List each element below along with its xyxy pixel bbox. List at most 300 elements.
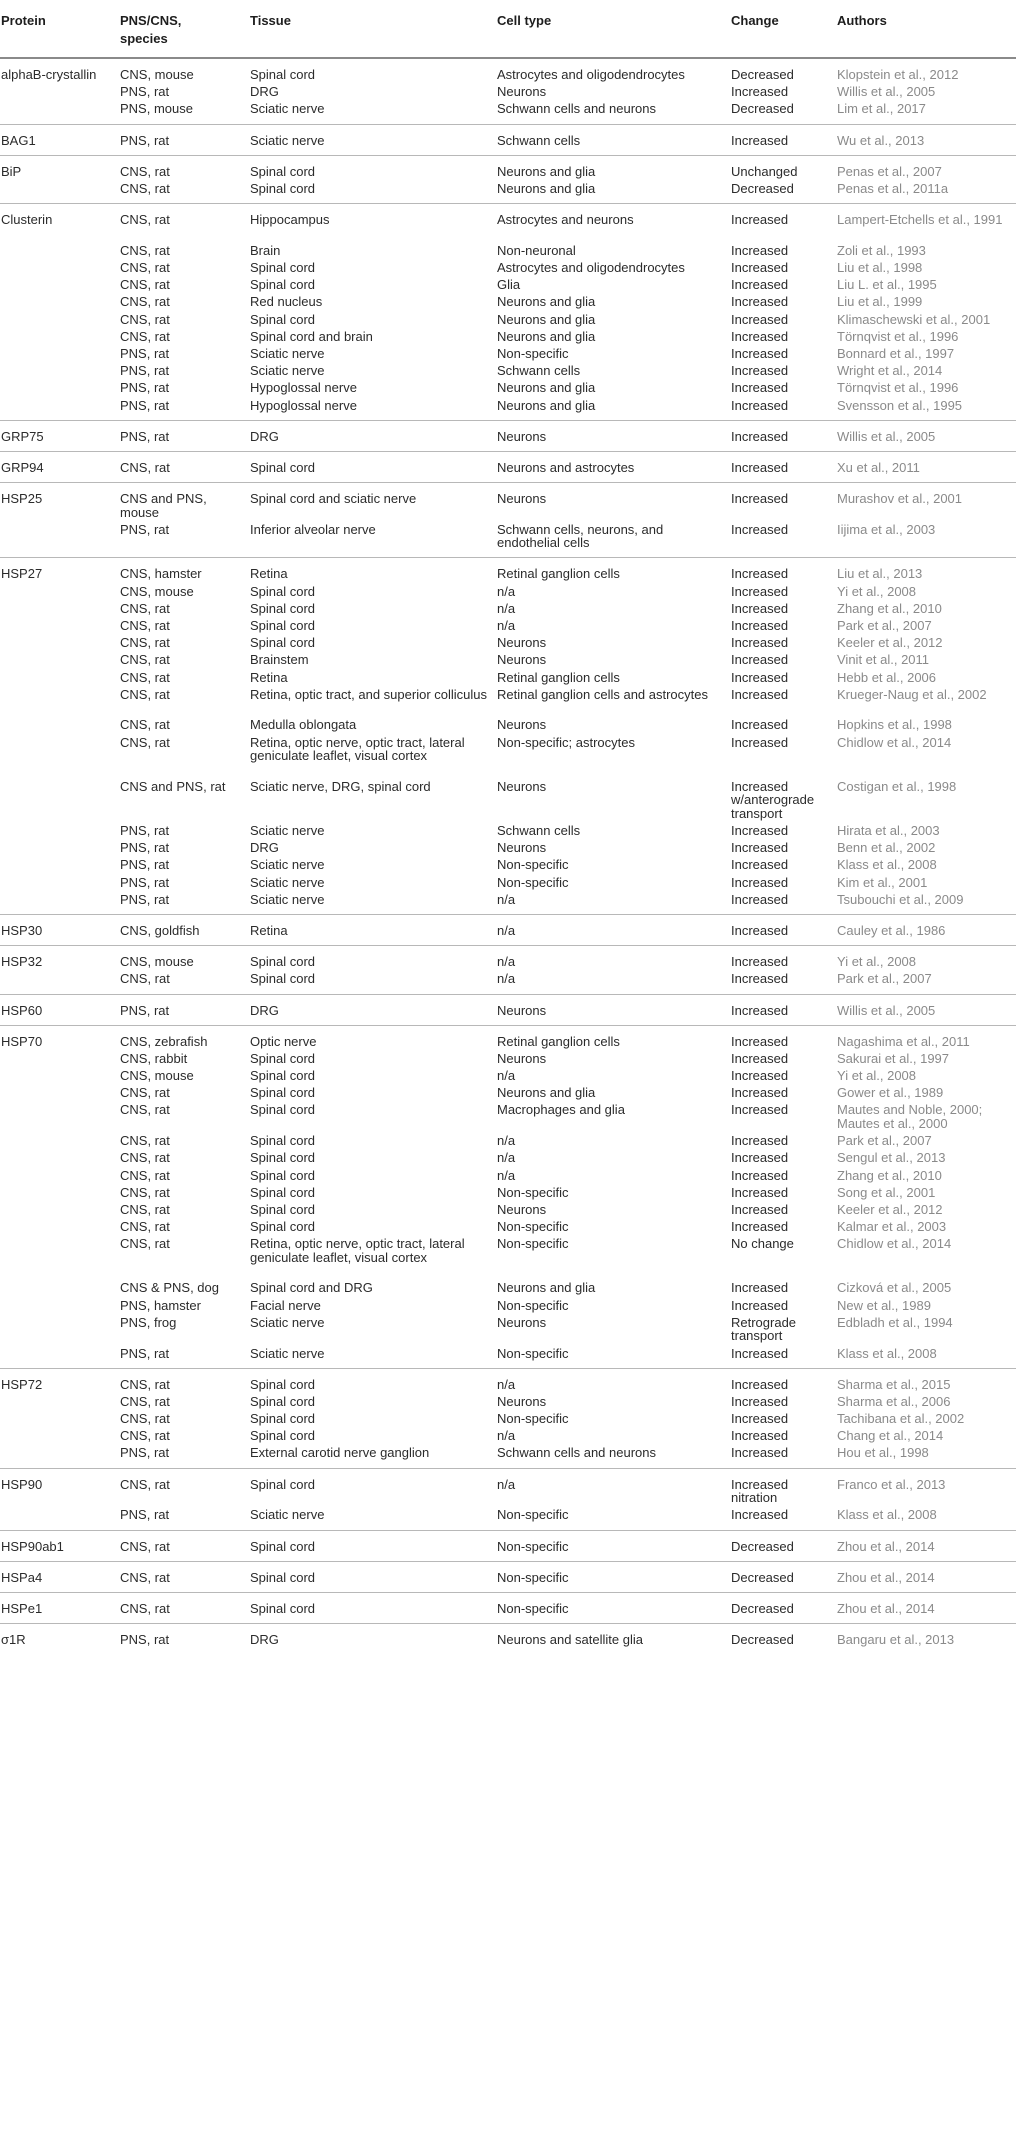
cell-authors: Svensson et al., 1995 bbox=[837, 397, 963, 413]
cell-authors: Benn et al., 2002 bbox=[837, 840, 936, 856]
cell-tissue: Spinal cord bbox=[250, 618, 316, 633]
cell-species: PNS, rat bbox=[120, 521, 170, 537]
cell-celltype: Neurons bbox=[497, 1393, 547, 1409]
table-row bbox=[0, 583, 1016, 600]
protein-name: HSP72 bbox=[1, 1376, 43, 1392]
cell-species: CNS, rat bbox=[120, 1133, 170, 1149]
cell-authors: Sharma et al., 2015 bbox=[837, 1376, 951, 1392]
protein-group bbox=[0, 1369, 1016, 1469]
cell-tissue: Spinal cord bbox=[250, 163, 316, 179]
cell-celltype: Neurons bbox=[497, 1201, 547, 1217]
protein-name: alphaB-crystallin bbox=[1, 67, 97, 82]
cell-species: PNS, rat bbox=[120, 1345, 170, 1361]
protein-name: HSP32 bbox=[1, 954, 43, 970]
cell-celltype: Retinal ganglion cells and astrocytes bbox=[497, 686, 709, 702]
cell-authors: Liu et al., 2013 bbox=[837, 566, 923, 582]
cell-species: CNS, rat bbox=[120, 1201, 170, 1217]
cell-change: Increased bbox=[731, 1297, 789, 1313]
protein-name: HSPe1 bbox=[1, 1600, 43, 1616]
cell-authors: Liu et al., 1999 bbox=[837, 294, 923, 310]
cell-change: Increased bbox=[731, 521, 789, 537]
cell-change: Increased bbox=[731, 1376, 789, 1392]
cell-authors: Yi et al., 2008 bbox=[837, 583, 917, 599]
cell-tissue: Spinal cord and DRG bbox=[250, 1280, 373, 1296]
cell-tissue: Spinal cord bbox=[250, 971, 316, 987]
cell-celltype: Neurons bbox=[497, 84, 547, 100]
cell-celltype: n/a bbox=[497, 600, 516, 616]
protein-group bbox=[0, 125, 1016, 156]
cell-tissue: DRG bbox=[250, 1632, 279, 1648]
cell-authors: Bonnard et al., 1997 bbox=[837, 345, 955, 361]
cell-authors: Lampert-Etchells et al., 1991 bbox=[837, 212, 1003, 228]
cell-tissue: DRG bbox=[250, 1002, 279, 1018]
cell-tissue: Spinal cord and sciatic nerve bbox=[250, 491, 417, 507]
cell-celltype: Non-specific bbox=[497, 857, 569, 873]
protein-name: HSP90 bbox=[1, 1476, 43, 1492]
table-row bbox=[0, 1218, 1016, 1235]
cell-species: PNS, rat bbox=[120, 345, 170, 361]
protein-group bbox=[0, 1562, 1016, 1593]
cell-authors: Chidlow et al., 2014 bbox=[837, 734, 952, 750]
cell-celltype: Neurons and glia bbox=[497, 1280, 596, 1296]
cell-change: Increased bbox=[731, 328, 789, 344]
cell-authors: Klass et al., 2008 bbox=[837, 857, 937, 873]
cell-celltype: Non-specific bbox=[497, 345, 569, 361]
cell-change: Increased bbox=[731, 311, 789, 327]
header-cell-type: Cell type bbox=[497, 13, 552, 28]
table-row bbox=[0, 459, 1016, 476]
cell-tissue: Spinal cord bbox=[250, 67, 316, 82]
cell-species: PNS, rat bbox=[120, 397, 170, 413]
table-row bbox=[0, 1569, 1016, 1586]
cell-authors: Penas et al., 2011a bbox=[837, 180, 949, 196]
cell-species: CNS, rat bbox=[120, 459, 170, 475]
table-row bbox=[0, 1002, 1016, 1019]
table-row bbox=[0, 1084, 1016, 1101]
cell-change: Increased bbox=[731, 132, 789, 148]
cell-change: Decreased bbox=[731, 1569, 794, 1585]
cell-species: PNS, hamster bbox=[120, 1297, 201, 1313]
cell-change: Increased bbox=[731, 618, 789, 633]
cell-authors: Liu et al., 1998 bbox=[837, 260, 923, 275]
cell-celltype: Non-neuronal bbox=[497, 242, 576, 258]
cell-change: Increased bbox=[731, 242, 789, 258]
table-row bbox=[0, 1410, 1016, 1427]
cell-change: Increased bbox=[731, 459, 789, 475]
cell-authors: Lim et al., 2017 bbox=[837, 101, 926, 117]
cell-authors: Krueger-Naug et al., 2002 bbox=[837, 686, 987, 702]
cell-authors: Willis et al., 2005 bbox=[837, 1002, 936, 1018]
cell-change: Increased bbox=[731, 1184, 789, 1200]
protein-name: HSPa4 bbox=[1, 1569, 43, 1585]
cell-species: CNS, rat bbox=[120, 618, 170, 633]
cell-tissue: Sciatic nerve bbox=[250, 823, 325, 838]
cell-change: Increased bbox=[731, 1085, 789, 1101]
cell-authors: Vinit et al., 2011 bbox=[837, 652, 930, 668]
cell-species: PNS, rat bbox=[120, 840, 170, 856]
cell-species: CNS, rat bbox=[120, 1376, 170, 1392]
cell-tissue: Sciatic nerve bbox=[250, 1314, 325, 1330]
cell-tissue: Retina bbox=[250, 566, 288, 582]
protein-name: BAG1 bbox=[1, 132, 36, 148]
cell-celltype: Neurons bbox=[497, 1002, 547, 1018]
cell-authors: Zoli et al., 1993 bbox=[837, 242, 926, 258]
cell-celltype: n/a bbox=[497, 1150, 516, 1166]
table-row bbox=[0, 1444, 1016, 1461]
cell-authors: Costigan et al., 1998 bbox=[837, 778, 957, 794]
cell-celltype: Schwann cells bbox=[497, 823, 581, 838]
table-row bbox=[0, 778, 1016, 822]
cell-tissue: Spinal cord bbox=[250, 1600, 316, 1616]
cell-species: PNS, rat bbox=[120, 1507, 170, 1523]
cell-change: Retrograde transport bbox=[731, 1314, 797, 1344]
cell-change: Increased bbox=[731, 1102, 789, 1118]
table-row bbox=[0, 922, 1016, 939]
table-row bbox=[0, 1476, 1016, 1507]
cell-change: Increased bbox=[731, 1411, 789, 1427]
cell-change: Increased bbox=[731, 652, 789, 668]
cell-tissue: Brainstem bbox=[250, 652, 309, 668]
table-row bbox=[0, 1132, 1016, 1149]
cell-change: Increased bbox=[731, 363, 789, 379]
protein-name: HSP70 bbox=[1, 1033, 43, 1049]
table-row bbox=[0, 600, 1016, 617]
cell-celltype: n/a bbox=[497, 1476, 516, 1492]
cell-celltype: Neurons and glia bbox=[497, 1085, 596, 1101]
protein-group bbox=[0, 1531, 1016, 1562]
table-row bbox=[0, 565, 1016, 582]
cell-authors: Liu L. et al., 1995 bbox=[837, 277, 937, 293]
cell-tissue: External carotid nerve ganglion bbox=[250, 1445, 430, 1461]
table-row bbox=[0, 379, 1016, 396]
cell-authors: Willis et al., 2005 bbox=[837, 428, 936, 444]
cell-celltype: Astrocytes and oligodendrocytes bbox=[497, 67, 685, 82]
cell-authors: Wu et al., 2013 bbox=[837, 132, 925, 148]
cell-tissue: Retina, optic nerve, optic tract, lateral geniculate leaflet, visual cortex bbox=[250, 1236, 465, 1265]
cell-celltype: Neurons bbox=[497, 1314, 547, 1330]
cell-species: CNS, rat bbox=[120, 669, 170, 685]
protein-name: GRP75 bbox=[1, 428, 44, 444]
cell-species: PNS, rat bbox=[120, 1002, 170, 1018]
cell-celltype: Non-specific bbox=[497, 1600, 569, 1616]
table-row bbox=[0, 328, 1016, 345]
cell-celltype: Non-specific bbox=[497, 1236, 569, 1252]
cell-celltype: Neurons and satellite glia bbox=[497, 1632, 643, 1648]
cell-change: Increased bbox=[731, 954, 789, 970]
cell-authors: Iijima et al., 2003 bbox=[837, 521, 936, 537]
table-row bbox=[0, 1279, 1016, 1296]
cell-change: Increased bbox=[731, 345, 789, 361]
cell-authors: Park et al., 2007 bbox=[837, 1133, 932, 1149]
cell-change: Increased bbox=[731, 1167, 789, 1183]
cell-celltype: Macrophages and glia bbox=[497, 1102, 625, 1118]
table-row bbox=[0, 428, 1016, 445]
table-row bbox=[0, 716, 1016, 733]
cell-celltype: Neurons and glia bbox=[497, 380, 596, 396]
cell-species: PNS, rat bbox=[120, 363, 170, 379]
cell-tissue: Spinal cord bbox=[250, 1102, 316, 1118]
cell-tissue: Retina, optic tract, and superior colliculus bbox=[250, 686, 488, 702]
table-row bbox=[0, 1050, 1016, 1067]
cell-celltype: Retinal ganglion cells bbox=[497, 1033, 620, 1049]
cell-authors: Gower et al., 1989 bbox=[837, 1085, 944, 1101]
cell-tissue: DRG bbox=[250, 84, 279, 100]
cell-authors: Murashov et al., 2001 bbox=[837, 491, 963, 507]
cell-tissue: Spinal cord bbox=[250, 1167, 316, 1183]
cell-authors: Chang et al., 2014 bbox=[837, 1428, 944, 1444]
cell-tissue: Spinal cord bbox=[250, 1428, 316, 1444]
cell-species: CNS, rat bbox=[120, 180, 170, 196]
cell-celltype: Retinal ganglion cells bbox=[497, 669, 620, 685]
cell-species: PNS, rat bbox=[120, 428, 170, 444]
cell-tissue: Sciatic nerve bbox=[250, 1345, 325, 1361]
table-row bbox=[0, 1427, 1016, 1444]
cell-change: Increased bbox=[731, 1345, 789, 1361]
cell-authors: Keeler et al., 2012 bbox=[837, 1201, 943, 1217]
cell-authors: Yi et al., 2008 bbox=[837, 954, 917, 970]
cell-authors: Sengul et al., 2013 bbox=[837, 1150, 946, 1166]
cell-change: Increased bbox=[731, 669, 789, 685]
header-pns-cns-species: PNS/CNS, species bbox=[120, 13, 182, 46]
protein-name: Clusterin bbox=[1, 212, 53, 228]
cell-tissue: Sciatic nerve bbox=[250, 132, 325, 148]
cell-authors: Zhang et al., 2010 bbox=[837, 600, 942, 616]
header-authors: Authors bbox=[837, 13, 887, 28]
cell-celltype: Neurons and glia bbox=[497, 397, 596, 413]
cell-species: PNS, rat bbox=[120, 891, 170, 907]
cell-celltype: n/a bbox=[497, 1133, 516, 1149]
cell-celltype: n/a bbox=[497, 1167, 516, 1183]
cell-change: Increased bbox=[731, 922, 789, 938]
cell-tissue: Facial nerve bbox=[250, 1297, 321, 1313]
table-row bbox=[0, 132, 1016, 149]
cell-celltype: Neurons bbox=[497, 428, 547, 444]
cell-species: PNS, rat bbox=[120, 823, 170, 838]
header-change: Change bbox=[731, 13, 779, 28]
protein-group bbox=[0, 915, 1016, 946]
table-row bbox=[0, 1033, 1016, 1050]
cell-tissue: Spinal cord bbox=[250, 1184, 316, 1200]
cell-celltype: Neurons and glia bbox=[497, 328, 596, 344]
cell-change: Decreased bbox=[731, 180, 794, 196]
cell-authors: Zhou et al., 2014 bbox=[837, 1538, 935, 1554]
cell-celltype: Neurons and astrocytes bbox=[497, 459, 635, 475]
cell-tissue: Spinal cord bbox=[250, 600, 316, 616]
cell-species: CNS, rat bbox=[120, 1393, 170, 1409]
cell-tissue: Sciatic nerve bbox=[250, 345, 325, 361]
cell-change: Increased nitration bbox=[731, 1476, 789, 1506]
cell-species: CNS, mouse bbox=[120, 583, 194, 599]
cell-authors: Song et al., 2001 bbox=[837, 1184, 936, 1200]
cell-species: CNS, rat bbox=[120, 1569, 170, 1585]
table-row bbox=[0, 490, 1016, 521]
cell-celltype: Non-specific bbox=[497, 1538, 569, 1554]
cell-celltype: Neurons bbox=[497, 491, 547, 507]
cell-tissue: Spinal cord bbox=[250, 635, 316, 651]
cell-celltype: Neurons and glia bbox=[497, 311, 596, 327]
cell-celltype: Neurons and glia bbox=[497, 294, 596, 310]
cell-tissue: Hypoglossal nerve bbox=[250, 397, 357, 413]
cell-celltype: Neurons and glia bbox=[497, 180, 596, 196]
cell-change: Increased bbox=[731, 380, 789, 396]
cell-change: Increased bbox=[731, 1219, 789, 1235]
cell-species: CNS, rat bbox=[120, 277, 170, 293]
cell-tissue: Spinal cord bbox=[250, 459, 316, 475]
cell-species: CNS, rat bbox=[120, 1085, 170, 1101]
protein-name: BiP bbox=[1, 163, 22, 179]
cell-authors: Törnqvist et al., 1996 bbox=[837, 328, 959, 344]
cell-celltype: Retinal ganglion cells bbox=[497, 566, 620, 582]
cell-authors: Klass et al., 2008 bbox=[837, 1345, 937, 1361]
cell-tissue: Spinal cord bbox=[250, 1085, 316, 1101]
cell-change: Increased bbox=[731, 891, 789, 907]
cell-change: Increased bbox=[731, 686, 789, 702]
protein-group bbox=[0, 1026, 1016, 1369]
table-row bbox=[0, 1149, 1016, 1166]
table-row bbox=[0, 1538, 1016, 1555]
cell-authors: Hopkins et al., 1998 bbox=[837, 717, 952, 733]
protein-name: HSP25 bbox=[1, 491, 43, 507]
cell-change: Decreased bbox=[731, 67, 794, 82]
cell-tissue: Inferior alveolar nerve bbox=[250, 521, 376, 537]
cell-change: Increased bbox=[731, 1150, 789, 1166]
cell-tissue: Spinal cord bbox=[250, 1050, 316, 1066]
cell-authors: Klimaschewski et al., 2001 bbox=[837, 311, 991, 327]
cell-change: Increased bbox=[731, 212, 789, 228]
cell-species: CNS, rat bbox=[120, 652, 170, 668]
protein-group bbox=[0, 204, 1016, 421]
table-row bbox=[0, 891, 1016, 908]
cell-change: Unchanged bbox=[731, 163, 798, 179]
cell-change: Increased bbox=[731, 491, 789, 507]
cell-tissue: Retina, optic nerve, optic tract, lateral geniculate leaflet, visual cortex bbox=[250, 734, 465, 764]
cell-species: CNS, rabbit bbox=[120, 1050, 188, 1066]
cell-tissue: Spinal cord bbox=[250, 1133, 316, 1149]
cell-celltype: Schwann cells and neurons bbox=[497, 1445, 656, 1461]
cell-species: CNS, rat bbox=[120, 1236, 170, 1252]
cell-authors: Hebb et al., 2006 bbox=[837, 669, 937, 685]
cell-change: Increased bbox=[731, 294, 789, 310]
cell-tissue: Spinal cord bbox=[250, 1150, 316, 1166]
protein-name: HSP27 bbox=[1, 566, 43, 582]
cell-species: CNS, rat bbox=[120, 1428, 170, 1444]
table-row bbox=[0, 1067, 1016, 1084]
table-row bbox=[0, 180, 1016, 197]
cell-celltype: n/a bbox=[497, 583, 516, 599]
table-row bbox=[0, 397, 1016, 414]
cell-celltype: Non-specific bbox=[497, 1297, 569, 1313]
table-row bbox=[0, 1297, 1016, 1314]
cell-celltype: Non-specific; astrocytes bbox=[497, 734, 635, 750]
table-row bbox=[0, 953, 1016, 970]
table-row bbox=[0, 1506, 1016, 1523]
cell-change: Increased bbox=[731, 260, 789, 275]
cell-celltype: Astrocytes and oligodendrocytes bbox=[497, 260, 685, 275]
cell-tissue: Sciatic nerve bbox=[250, 857, 325, 873]
cell-tissue: Sciatic nerve bbox=[250, 874, 325, 890]
cell-authors: Törnqvist et al., 1996 bbox=[837, 380, 959, 396]
cell-species: CNS, mouse bbox=[120, 1068, 194, 1084]
cell-change: Increased bbox=[731, 1428, 789, 1444]
cell-change: Increased bbox=[731, 1068, 789, 1084]
table-row bbox=[0, 669, 1016, 686]
cell-change: No change bbox=[731, 1236, 794, 1252]
cell-change: Increased bbox=[731, 1507, 789, 1523]
cell-authors: Sharma et al., 2006 bbox=[837, 1393, 951, 1409]
cell-change: Increased bbox=[731, 600, 789, 616]
cell-authors: Franco et al., 2013 bbox=[837, 1476, 946, 1492]
cell-change: Increased bbox=[731, 734, 789, 750]
table-row bbox=[0, 259, 1016, 276]
protein-group bbox=[0, 1593, 1016, 1624]
cell-celltype: n/a bbox=[497, 922, 516, 938]
cell-celltype: Neurons bbox=[497, 652, 547, 668]
table-row bbox=[0, 1393, 1016, 1410]
table-row bbox=[0, 874, 1016, 891]
cell-tissue: Sciatic nerve bbox=[250, 891, 325, 907]
cell-species: CNS, rat bbox=[120, 1184, 170, 1200]
cell-tissue: Spinal cord bbox=[250, 954, 316, 970]
cell-authors: Hou et al., 1998 bbox=[837, 1445, 929, 1461]
protein-name: HSP30 bbox=[1, 922, 43, 938]
cell-change: Increased bbox=[731, 971, 789, 987]
cell-species: CNS, rat bbox=[120, 1538, 170, 1554]
table-row bbox=[0, 163, 1016, 180]
cell-celltype: n/a bbox=[497, 891, 516, 907]
cell-tissue: Spinal cord bbox=[250, 1201, 316, 1217]
cell-species: PNS, mouse bbox=[120, 101, 193, 117]
cell-celltype: Non-specific bbox=[497, 1411, 569, 1427]
table-row bbox=[0, 1184, 1016, 1201]
table-row bbox=[0, 100, 1016, 117]
cell-celltype: Neurons bbox=[497, 717, 547, 733]
cell-species: CNS, rat bbox=[120, 600, 170, 616]
cell-species: CNS, rat bbox=[120, 163, 170, 179]
cell-tissue: Spinal cord bbox=[250, 1411, 316, 1427]
cell-tissue: Spinal cord bbox=[250, 1219, 316, 1235]
cell-celltype: n/a bbox=[497, 618, 516, 633]
table-row bbox=[0, 83, 1016, 100]
cell-change: Decreased bbox=[731, 1632, 794, 1648]
cell-species: CNS, rat bbox=[120, 734, 170, 750]
cell-authors: Zhou et al., 2014 bbox=[837, 1569, 935, 1585]
cell-authors: Nagashima et al., 2011 bbox=[837, 1033, 970, 1049]
protein-group bbox=[0, 558, 1016, 915]
cell-celltype: Schwann cells, neurons, and endothelial cells bbox=[497, 521, 664, 551]
cell-species: PNS, rat bbox=[120, 84, 170, 100]
cell-tissue: Red nucleus bbox=[250, 294, 323, 310]
cell-species: CNS and PNS, rat bbox=[120, 778, 226, 794]
cell-authors: New et al., 1989 bbox=[837, 1297, 931, 1313]
cell-change: Increased bbox=[731, 566, 789, 582]
cell-authors: Edbladh et al., 1994 bbox=[837, 1314, 953, 1330]
cell-species: CNS, rat bbox=[120, 971, 170, 987]
table-row bbox=[0, 242, 1016, 259]
cell-tissue: Spinal cord and brain bbox=[250, 328, 373, 344]
table-row bbox=[0, 521, 1016, 552]
cell-species: CNS, rat bbox=[120, 1150, 170, 1166]
cell-celltype: Non-specific bbox=[497, 1219, 569, 1235]
cell-authors: Cauley et al., 1986 bbox=[837, 922, 946, 938]
table-body bbox=[0, 59, 1016, 1654]
cell-authors: Park et al., 2007 bbox=[837, 971, 932, 987]
cell-authors: Keeler et al., 2012 bbox=[837, 635, 943, 651]
cell-celltype: Non-specific bbox=[497, 1507, 569, 1523]
cell-tissue: Spinal cord bbox=[250, 1538, 316, 1554]
table-row bbox=[0, 734, 1016, 778]
cell-change: Decreased bbox=[731, 1538, 794, 1554]
cell-species: CNS, rat bbox=[120, 1167, 170, 1183]
